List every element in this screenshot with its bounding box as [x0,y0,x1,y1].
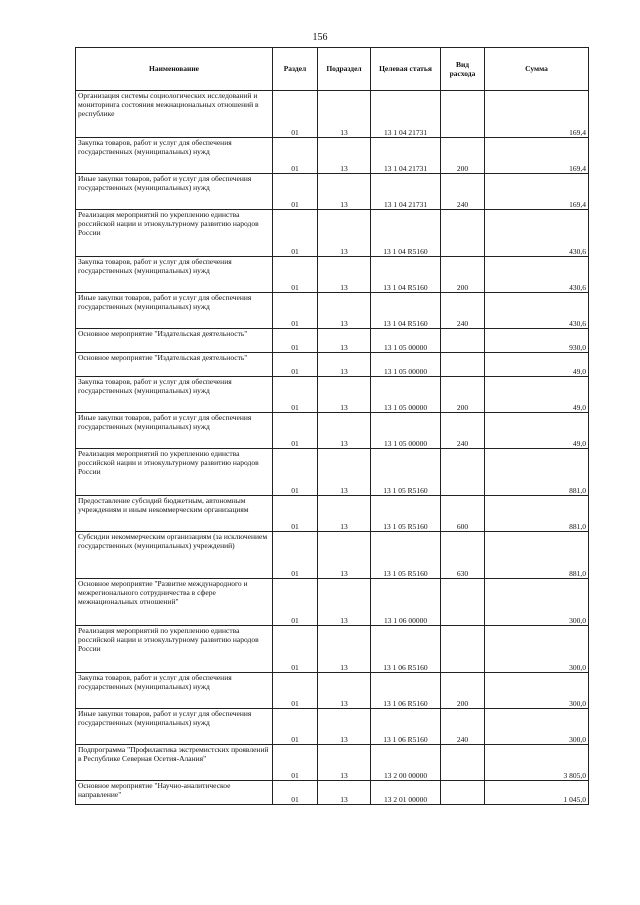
row-section: 01 [273,781,318,805]
row-amount: 300,0 [485,709,589,745]
row-target: 13 1 04 21731 [371,138,441,174]
row-amount: 169,4 [485,138,589,174]
row-name: Основное мероприятие "Издательская деятельность" [76,329,273,353]
row-target: 13 2 01 00000 [371,781,441,805]
row-expense-type: 200 [441,377,485,413]
row-subsection: 13 [318,377,371,413]
table-header-row [76,48,589,91]
row-name: Основное мероприятие "Издательская деятельность" [76,353,273,377]
row-target: 13 1 06 R5160 [371,673,441,709]
row-expense-type [441,579,485,626]
row-amount: 300,0 [485,673,589,709]
row-name: Подпрограмма "Профилактика экстремистских проявлений в Республике Северная Осетия-Алания" [76,745,273,781]
row-subsection: 13 [318,257,371,293]
row-expense-type [441,745,485,781]
row-amount: 881,0 [485,449,589,496]
table-row [76,532,589,579]
row-amount: 430,6 [485,293,589,329]
row-expense-type [441,91,485,138]
row-target: 13 1 06 R5160 [371,709,441,745]
row-subsection: 13 [318,353,371,377]
table-row [76,626,589,673]
table-row [76,579,589,626]
row-section: 01 [273,413,318,449]
row-name: Реализация мероприятий по укреплению единства российской нации и этнокультурному развитию народов России [76,210,273,257]
row-name: Закупка товаров, работ и услуг для обеспечения государственных (муниципальных) нужд [76,257,273,293]
row-target: 13 1 05 R5160 [371,449,441,496]
row-target: 13 1 04 21731 [371,91,441,138]
row-expense-type: 240 [441,709,485,745]
row-subsection: 13 [318,449,371,496]
row-subsection: 13 [318,709,371,745]
table-row [76,413,589,449]
row-amount: 930,0 [485,329,589,353]
row-amount: 300,0 [485,579,589,626]
table-row [76,496,589,532]
row-expense-type [441,781,485,805]
row-section: 01 [273,496,318,532]
row-amount: 49,0 [485,353,589,377]
table-row [76,257,589,293]
row-expense-type [441,210,485,257]
table-body [76,91,589,805]
row-amount: 49,0 [485,413,589,449]
row-name: Иные закупки товаров, работ и услуг для обеспечения государственных (муниципальных) нужд [76,293,273,329]
row-target: 13 1 04 R5160 [371,293,441,329]
header-amount: Сумма [485,48,589,91]
page-number: 156 [312,32,328,43]
row-amount: 881,0 [485,532,589,579]
row-expense-type: 200 [441,673,485,709]
budget-table [75,47,589,805]
row-name: Иные закупки товаров, работ и услуг для обеспечения государственных (муниципальных) нужд [76,174,273,210]
row-expense-type: 200 [441,138,485,174]
table-row [76,673,589,709]
row-name: Организация системы социологических исследований и мониторинга состояния межнациональных отношений в республике [76,91,273,138]
row-expense-type [441,449,485,496]
row-name: Иные закупки товаров, работ и услуг для обеспечения государственных (муниципальных) нужд [76,413,273,449]
row-subsection: 13 [318,745,371,781]
row-subsection: 13 [318,673,371,709]
row-target: 13 1 04 21731 [371,174,441,210]
row-subsection: 13 [318,579,371,626]
row-target: 13 1 05 00000 [371,329,441,353]
table-row [76,329,589,353]
row-section: 01 [273,377,318,413]
table-row [76,709,589,745]
table-row [76,781,589,805]
row-name: Предоставление субсидий бюджетным, автономным учреждениям и иным некоммерческим организациям [76,496,273,532]
row-name: Закупка товаров, работ и услуг для обеспечения государственных (муниципальных) нужд [76,377,273,413]
row-section: 01 [273,257,318,293]
table-row [76,353,589,377]
row-amount: 430,6 [485,257,589,293]
row-section: 01 [273,673,318,709]
row-target: 13 1 05 00000 [371,377,441,413]
row-section: 01 [273,138,318,174]
row-target: 13 1 05 00000 [371,353,441,377]
table-row [76,377,589,413]
header-target: Целевая статья [371,48,441,91]
row-target: 13 1 05 R5160 [371,496,441,532]
row-subsection: 13 [318,413,371,449]
row-subsection: 13 [318,532,371,579]
row-subsection: 13 [318,781,371,805]
row-section: 01 [273,353,318,377]
row-section: 01 [273,709,318,745]
row-name: Основное мероприятие "Развитие международного и межрегионального сотрудничества в сфере межнациональных отношений" [76,579,273,626]
row-target: 13 1 05 R5160 [371,532,441,579]
table-row [76,174,589,210]
row-name: Реализация мероприятий по укреплению единства российской нации и этнокультурному развитию народов России [76,449,273,496]
row-name: Субсидии некоммерческим организациям (за исключением государственных (муниципальных) учреждений) [76,532,273,579]
row-amount: 169,4 [485,91,589,138]
row-target: 13 1 06 00000 [371,579,441,626]
table-row [76,91,589,138]
header-name: Наименование [76,48,273,91]
row-amount: 169,4 [485,174,589,210]
row-amount: 49,0 [485,377,589,413]
row-section: 01 [273,329,318,353]
row-section: 01 [273,293,318,329]
table-row [76,210,589,257]
row-expense-type: 240 [441,293,485,329]
row-target: 13 2 00 00000 [371,745,441,781]
table-row [76,449,589,496]
table-row [76,745,589,781]
row-expense-type [441,353,485,377]
row-expense-type [441,329,485,353]
row-target: 13 1 06 R5160 [371,626,441,673]
row-section: 01 [273,745,318,781]
row-name: Закупка товаров, работ и услуг для обеспечения государственных (муниципальных) нужд [76,673,273,709]
table-row [76,138,589,174]
row-subsection: 13 [318,329,371,353]
row-expense-type [441,626,485,673]
row-section: 01 [273,449,318,496]
row-target: 13 1 05 00000 [371,413,441,449]
row-subsection: 13 [318,293,371,329]
row-section: 01 [273,626,318,673]
row-subsection: 13 [318,210,371,257]
row-amount: 1 045,0 [485,781,589,805]
header-section: Раздел [273,48,318,91]
row-section: 01 [273,579,318,626]
row-amount: 430,6 [485,210,589,257]
row-subsection: 13 [318,174,371,210]
row-target: 13 1 04 R5160 [371,210,441,257]
row-section: 01 [273,210,318,257]
row-section: 01 [273,532,318,579]
row-amount: 300,0 [485,626,589,673]
row-expense-type: 200 [441,257,485,293]
row-expense-type: 600 [441,496,485,532]
table-row [76,293,589,329]
row-subsection: 13 [318,138,371,174]
row-subsection: 13 [318,626,371,673]
row-expense-type: 630 [441,532,485,579]
row-expense-type: 240 [441,413,485,449]
row-name: Реализация мероприятий по укреплению единства российской нации и этнокультурному развитию народов России [76,626,273,673]
row-section: 01 [273,174,318,210]
row-name: Основное мероприятие "Научно-аналитическое направление" [76,781,273,805]
row-name: Закупка товаров, работ и услуг для обеспечения государственных (муниципальных) нужд [76,138,273,174]
row-expense-type: 240 [441,174,485,210]
row-subsection: 13 [318,496,371,532]
row-subsection: 13 [318,91,371,138]
row-amount: 881,0 [485,496,589,532]
row-amount: 3 805,0 [485,745,589,781]
row-section: 01 [273,91,318,138]
row-name: Иные закупки товаров, работ и услуг для обеспечения государственных (муниципальных) нужд [76,709,273,745]
row-target: 13 1 04 R5160 [371,257,441,293]
header-expense-type: Вид расхода [441,48,485,91]
header-subsection: Подраздел [318,48,371,91]
